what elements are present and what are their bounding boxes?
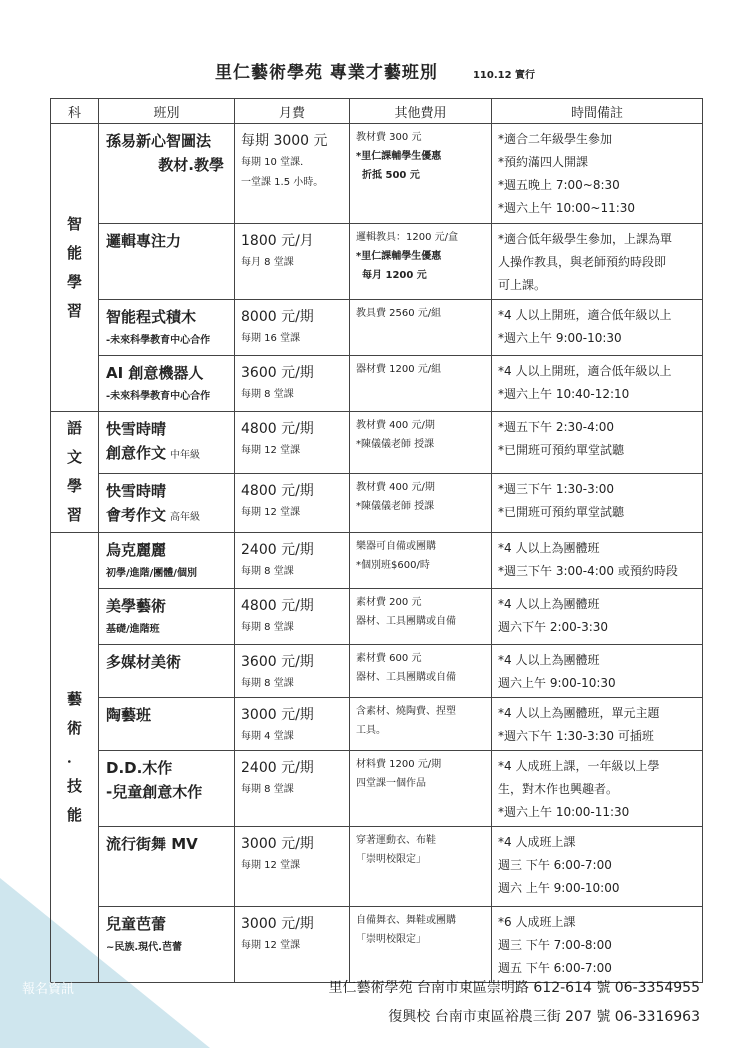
other-fee-line: 樂器可自備或團購: [356, 541, 436, 552]
time-note-line: 週六 上午 9:00-10:00: [498, 881, 620, 895]
table-row: [51, 645, 703, 698]
class-name-line: AI 創意機器人: [106, 364, 204, 382]
class-name-line: -未來科學教育中心合作: [106, 391, 211, 402]
fee-cell: [235, 533, 350, 589]
subject-char: 術: [66, 719, 82, 737]
fee-price: 4800 元/期: [241, 598, 314, 614]
table-row: [51, 827, 703, 907]
other-fee-line: 素材費 600 元: [356, 653, 422, 664]
subject-char: ．: [66, 748, 82, 766]
col-header-time: 時間備註: [492, 99, 703, 124]
fee-cell: [235, 827, 350, 907]
time-note-line: *週六上午 10:00~11:30: [498, 201, 636, 215]
class-name-line: [106, 441, 230, 468]
class-name-cell: [99, 533, 235, 589]
class-name-line: 陶藝班: [106, 706, 152, 724]
time-note-line: *4 人以上為團體班: [498, 597, 600, 611]
time-note-cell: [492, 751, 703, 827]
other-fee-line: 器材、工具團購或自備: [356, 616, 456, 627]
fee-note: 每期 16 堂課: [241, 333, 301, 344]
other-fee-line: 「崇明校限定」: [356, 934, 426, 945]
class-name-cell: [99, 645, 235, 698]
class-name-cell: [99, 698, 235, 751]
fee-cell: [235, 645, 350, 698]
subject-char: 習: [66, 301, 82, 320]
class-name-line: 美學藝術: [106, 597, 167, 615]
time-note-line: *4 人以上開班，適合低年級以上: [498, 308, 672, 322]
time-note-line: 週三 下午 6:00-7:00: [498, 858, 612, 872]
time-note-line: *4 人以上開班，適合低年級以上: [498, 364, 672, 378]
other-fee-line: 工具。: [356, 725, 386, 736]
subject-char: 能: [66, 806, 82, 824]
fee-cell: [235, 224, 350, 300]
fee-price: 1800 元/月: [241, 233, 314, 249]
table-row: [51, 474, 703, 533]
time-note-cell: [492, 412, 703, 474]
course-table: [50, 98, 703, 983]
other-fee-line: *陳儀儀老師 授課: [356, 501, 435, 512]
other-fee-line: 邏輯教具：1200 元/盒: [356, 232, 458, 243]
class-name-line: 多媒材美術: [106, 653, 182, 671]
subject-char: 能: [66, 243, 82, 262]
fee-cell: [235, 124, 350, 224]
time-note-line: *週六下午 1:30-3:30 可插班: [498, 729, 654, 743]
time-note-line: *4 人成班上課: [498, 835, 576, 849]
table-row: [51, 907, 703, 983]
class-name-line: 基礎/進階班: [106, 624, 160, 635]
time-note-line: *週三下午 1:30-3:00: [498, 482, 615, 496]
version-text: 110.12 實行: [472, 70, 536, 81]
other-fee-line: *里仁課輔學生優惠: [356, 251, 442, 262]
table-row: [51, 300, 703, 356]
class-name-line: 邏輯專注力: [106, 232, 182, 250]
class-name-cell: [99, 412, 235, 474]
time-note-cell: [492, 645, 703, 698]
grade-note: 高年級: [170, 512, 201, 523]
other-fee-line: 素材費 200 元: [356, 597, 422, 608]
fee-note: 每期 12 堂課: [241, 507, 301, 518]
other-fee-cell: [350, 412, 492, 474]
class-name-cell: [99, 589, 235, 645]
other-fee-line: 折抵 500 元: [362, 170, 420, 181]
time-note-cell: [492, 124, 703, 224]
fee-price: 8000 元/期: [241, 309, 314, 325]
class-name-cell: [99, 907, 235, 983]
time-note-line: *預約滿四人開課: [498, 155, 589, 169]
subject-char: 習: [66, 506, 82, 524]
col-header-fee: 月費: [235, 99, 350, 124]
other-fee-line: 教具費 2560 元/組: [356, 308, 442, 319]
time-note-cell: [492, 356, 703, 412]
other-fee-cell: [350, 751, 492, 827]
fee-note: 每期 8 堂課: [241, 566, 294, 577]
class-name-line: -未來科學教育中心合作: [106, 335, 211, 346]
other-fee-line: 四堂課一個作品: [356, 778, 426, 789]
time-note-line: 週三 下午 7:00-8:00: [498, 938, 612, 952]
other-fee-cell: [350, 907, 492, 983]
time-note-line: *週六上午 10:00-11:30: [498, 805, 630, 819]
fee-note: 每期 8 堂課: [241, 389, 294, 400]
other-fee-cell: [350, 124, 492, 224]
class-name-line: 教材.教學: [158, 156, 224, 174]
fee-cell: [235, 412, 350, 474]
time-note-line: 週五 下午 6:00-7:00: [498, 961, 612, 975]
other-fee-line: 器材、工具團購或自備: [356, 672, 456, 683]
time-note-line: *週五晚上 7:00~8:30: [498, 178, 620, 192]
table-row: [51, 533, 703, 589]
title-text: 里仁藝術學苑 專業才藝班別: [214, 63, 438, 83]
other-fee-cell: [350, 356, 492, 412]
time-note-line: *4 人以上為團體班: [498, 541, 600, 555]
table-row: [51, 224, 703, 300]
fee-cell: [235, 907, 350, 983]
time-note-cell: [492, 300, 703, 356]
fee-cell: [235, 698, 350, 751]
class-name-cell: [99, 827, 235, 907]
other-fee-cell: [350, 827, 492, 907]
other-fee-line: 含素材、燒陶費、捏塑: [356, 706, 456, 717]
fee-price: 4800 元/期: [241, 483, 314, 499]
table-body: [51, 124, 703, 983]
subject-char: 學: [66, 477, 82, 495]
subject-char: 學: [66, 272, 82, 291]
fee-price: 2400 元/期: [241, 542, 314, 558]
fee-cell: [235, 589, 350, 645]
time-note-line: *適合低年級學生參加，上課為單: [498, 232, 673, 246]
time-note-cell: [492, 533, 703, 589]
time-note-line: 生，對木作也興趣者。: [498, 782, 619, 796]
fee-note: 每期 8 堂課: [241, 784, 294, 795]
time-note-line: *週六上午 9:00-10:30: [498, 331, 622, 345]
class-name-line: 智能程式積木: [106, 308, 197, 326]
other-fee-cell: [350, 224, 492, 300]
class-name-line: 孫易新心智圖法: [106, 132, 212, 150]
table-row: [51, 412, 703, 474]
class-name-cell: [99, 751, 235, 827]
fee-price: 2400 元/期: [241, 760, 314, 776]
class-name-line: ~民族.現代.芭蕾: [106, 942, 182, 953]
fee-cell: [235, 474, 350, 533]
time-note-line: 週六下午 2:00-3:30: [498, 620, 609, 634]
other-fee-cell: [350, 474, 492, 533]
other-fee-line: 教材費 400 元/期: [356, 482, 435, 493]
col-header-subject: 科: [51, 99, 99, 124]
subject-char: 智: [66, 214, 82, 233]
fee-note: 每期 10 堂課．: [241, 157, 311, 168]
class-name-cell: [99, 356, 235, 412]
footer-addresses: [328, 974, 700, 1032]
other-fee-cell: [350, 300, 492, 356]
subject-char: 技: [66, 777, 82, 795]
subject-cell: [51, 533, 99, 983]
fee-note: 每月 8 堂課: [241, 257, 294, 268]
class-name-line: 初學/進階/團體/個別: [106, 568, 197, 579]
other-fee-line: 器材費 1200 元/組: [356, 364, 442, 375]
other-fee-line: 教材費 400 元/期: [356, 420, 435, 431]
subject-char: 藝: [66, 690, 82, 708]
time-note-line: *4 人成班上課，一年級以上學: [498, 759, 660, 773]
grade-note: 中年級: [170, 450, 201, 461]
class-name-text: 創意作文: [106, 444, 167, 462]
other-fee-line: 「崇明校限定」: [356, 854, 426, 865]
class-name-line: -兒童創意木作: [106, 783, 203, 801]
fee-note: 每期 12 堂課: [241, 445, 301, 456]
other-fee-line: 材料費 1200 元/期: [356, 759, 442, 770]
fee-note: 每期 8 堂課: [241, 678, 294, 689]
time-note-cell: [492, 589, 703, 645]
subject-char: 文: [66, 448, 82, 466]
table-row: [51, 356, 703, 412]
time-note-line: 週六上午 9:00-10:30: [498, 676, 616, 690]
table-header-row: [51, 99, 703, 124]
time-note-line: *4 人以上為團體班，單元主題: [498, 706, 660, 720]
other-fee-line: *個別班$600/時: [356, 560, 430, 571]
time-note-line: *週三下午 3:00-4:00 或預約時段: [498, 564, 678, 578]
time-note-line: 人操作教具，與老師預約時段即: [498, 255, 667, 269]
time-note-cell: [492, 827, 703, 907]
col-header-other: 其他費用: [350, 99, 492, 124]
time-note-line: 可上課。: [498, 278, 547, 292]
other-fee-line: 教材費 300 元: [356, 132, 422, 143]
class-name-line: 流行街舞 MV: [106, 835, 198, 853]
fee-cell: [235, 751, 350, 827]
subject-char: 語: [66, 419, 82, 437]
fee-note: 每期 8 堂課: [241, 622, 294, 633]
subject-cell: [51, 412, 99, 533]
class-name-line: 烏克麗麗: [106, 541, 167, 559]
class-name-line: 快雪時晴: [106, 482, 167, 500]
other-fee-cell: [350, 589, 492, 645]
fee-price: 3600 元/期: [241, 654, 314, 670]
class-name-cell: [99, 474, 235, 533]
fee-price: 4800 元/期: [241, 421, 314, 437]
fee-note: 一堂課 1.5 小時。: [241, 177, 324, 188]
class-name-line: [106, 503, 230, 530]
fee-note: 每期 4 堂課: [241, 731, 294, 742]
other-fee-cell: [350, 645, 492, 698]
time-note-line: *週六上午 10:40-12:10: [498, 387, 630, 401]
col-header-class: 班別: [99, 99, 235, 124]
time-note-line: *適合二年級學生參加: [498, 132, 613, 146]
fee-note: 每期 12 堂課: [241, 860, 301, 871]
time-note-line: *6 人成班上課: [498, 915, 576, 929]
page-title: [0, 58, 750, 83]
subject-cell: [51, 124, 99, 412]
table-row: [51, 698, 703, 751]
other-fee-cell: [350, 698, 492, 751]
fee-price: 3000 元/期: [241, 836, 314, 852]
address-branch: 復興校 台南市東區裕農三街 207 號 06-3316963: [388, 1009, 700, 1025]
time-note-line: *已開班可預約單堂試聽: [498, 505, 625, 519]
class-name-line: 兒童芭蕾: [106, 915, 167, 933]
time-note-line: *已開班可預約單堂試聽: [498, 443, 625, 457]
table-row: [51, 124, 703, 224]
time-note-cell: [492, 907, 703, 983]
fee-price: 3000 元/期: [241, 916, 314, 932]
fee-cell: [235, 300, 350, 356]
class-name-text: 會考作文: [106, 506, 167, 524]
address-main: 里仁藝術學苑 台南市東區崇明路 612-614 號 06-3354955: [328, 980, 700, 996]
class-name-cell: [99, 300, 235, 356]
other-fee-cell: [350, 533, 492, 589]
time-note-cell: [492, 474, 703, 533]
time-note-cell: [492, 224, 703, 300]
time-note-line: *4 人以上為團體班: [498, 653, 600, 667]
table-row: [51, 751, 703, 827]
other-fee-line: 穿著運動衣、布鞋: [356, 835, 436, 846]
class-name-cell: [99, 124, 235, 224]
fee-cell: [235, 356, 350, 412]
fee-price: 3600 元/期: [241, 365, 314, 381]
class-name-cell: [99, 224, 235, 300]
signup-info-label: 報名資訊: [22, 982, 75, 997]
time-note-cell: [492, 698, 703, 751]
other-fee-line: 自備舞衣、舞鞋或團購: [356, 915, 456, 926]
class-name-line: 快雪時晴: [106, 420, 167, 438]
other-fee-line: *陳儀儀老師 授課: [356, 439, 435, 450]
table-row: [51, 589, 703, 645]
class-name-line: D.D.木作: [106, 759, 173, 777]
other-fee-line: *里仁課輔學生優惠: [356, 151, 442, 162]
fee-note: 每期 12 堂課: [241, 940, 301, 951]
time-note-line: *週五下午 2:30-4:00: [498, 420, 615, 434]
other-fee-line: 每月 1200 元: [362, 270, 427, 281]
fee-price: 3000 元/期: [241, 707, 314, 723]
fee-price: 每期 3000 元: [241, 133, 328, 149]
